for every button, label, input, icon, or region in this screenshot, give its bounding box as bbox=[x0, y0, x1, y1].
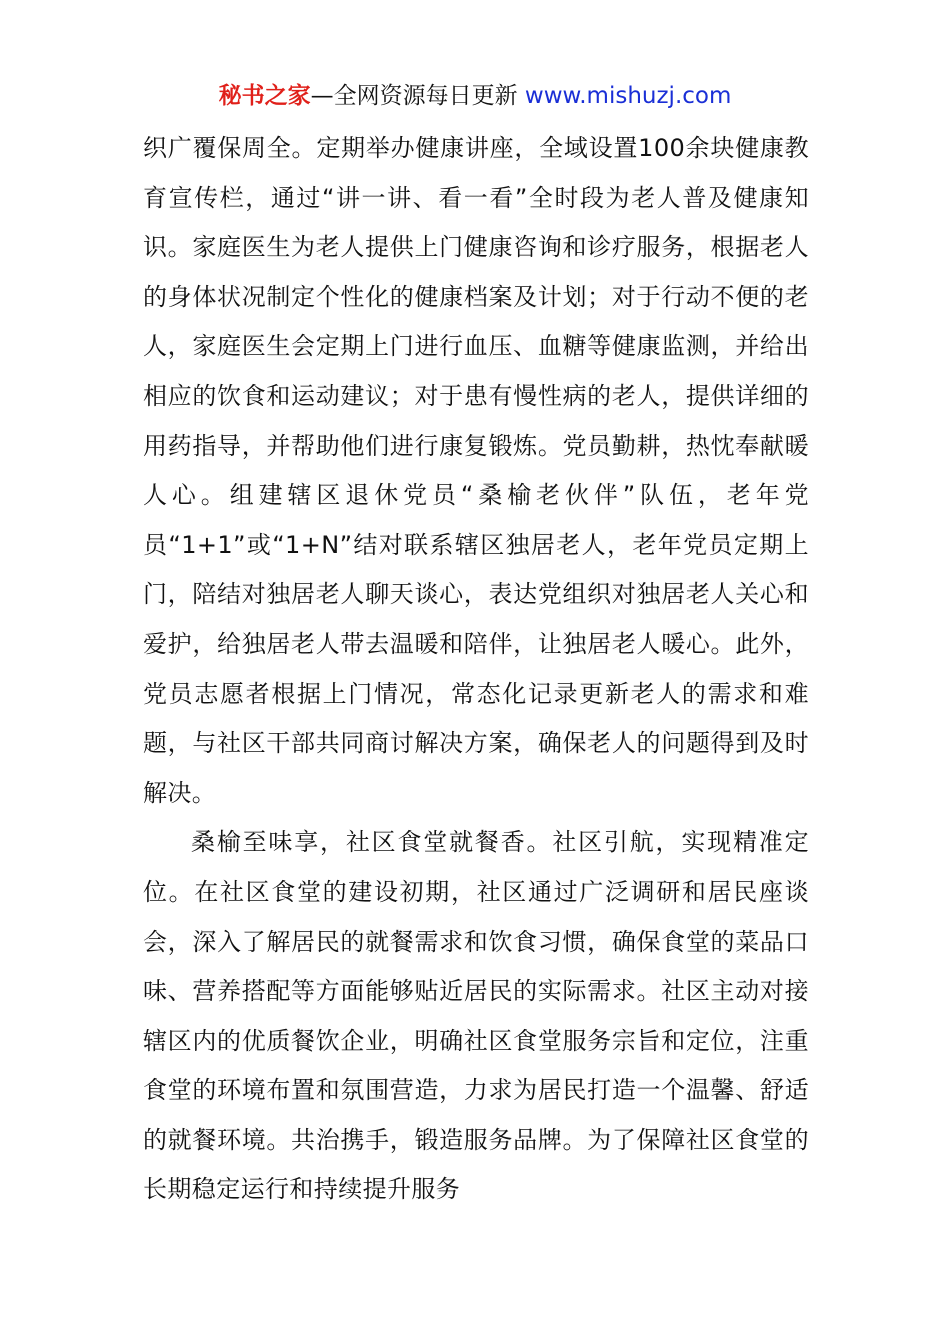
site-watermark-header bbox=[0, 80, 950, 112]
site-url: www.mishuzj.com bbox=[524, 83, 732, 109]
paragraph-health-service: 织广覆保周全。定期举办健康讲座，全域设置100余块健康教育宣传栏，通过“讲一讲、看一看”全时段为老人普及健康知识。家庭医生为老人提供上门健康咨询和诊疗服务，根据老人的身体状况制定个性化的健康档案及计划；对于行动不便的老人，家庭医生会定期上门进行血压、血糖等健康监测，并给出相应的饮食和运动建议；对于患有慢性病的老人，提供详细的用药指导，并帮助他们进行康复锻炼。党员勤耕，热忱奉献暖人心。组建辖区退休党员“桑榆老伙伴”队伍，老年党员“1+1”或“1+N”结对联系辖区独居老人，老年党员定期上门，陪结对独居老人聊天谈心，表达党组织对独居老人关心和爱护，给独居老人带去温暖和陪伴，让独居老人暖心。此外，党员志愿者根据上门情况，常态化记录更新老人的需求和难题，与社区干部共同商讨解决方案，确保老人的问题得到及时解决。 bbox=[143, 134, 809, 807]
brand-tagline: —全网资源每日更新 bbox=[310, 83, 518, 109]
brand-name: 秘书之家 bbox=[218, 83, 311, 109]
document-body bbox=[143, 124, 809, 1215]
paragraph-community-canteen: 桑榆至味享，社区食堂就餐香。社区引航，实现精准定位。在社区食堂的建设初期，社区通过广泛调研和居民座谈会，深入了解居民的就餐需求和饮食习惯，确保食堂的菜品口味、营养搭配等方面能够贴近居民的实际需求。社区主动对接辖区内的优质餐饮企业，明确社区食堂服务宗旨和定位，注重食堂的环境布置和氛围营造，力求为居民打造一个温馨、舒适的就餐环境。共治携手，锻造服务品牌。为了保障社区食堂的长期稳定运行和持续提升服务 bbox=[143, 828, 809, 1204]
